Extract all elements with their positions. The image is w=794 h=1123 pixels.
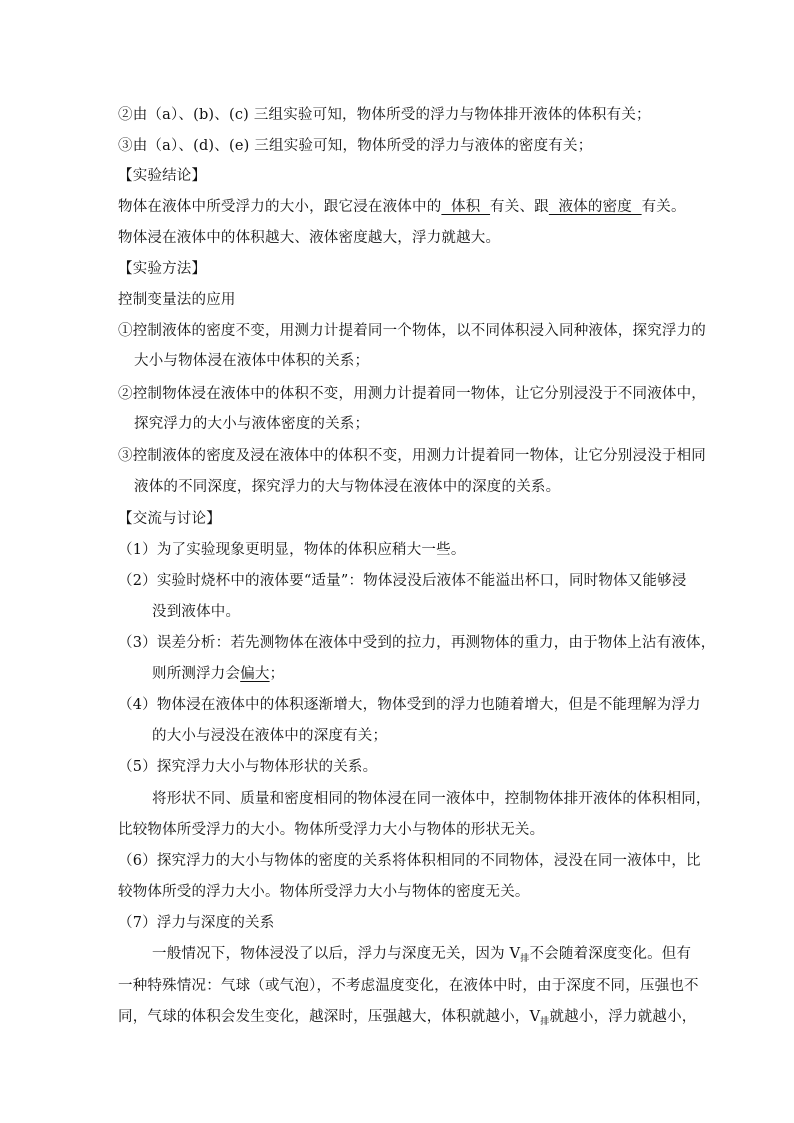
text-span: 则所测浮力会 — [152, 666, 241, 682]
list-item: （2）实验时烧杯中的液体要“适量”：物体浸没后液体不能溢出杯口，同时物体又能够浸 — [118, 573, 687, 589]
answer-larger: 偏大 — [240, 666, 270, 682]
text-line: ②控制物体浸在液体中的体积不变，用测力计提着同一物体，让它分别浸没于不同液体中， — [118, 386, 706, 402]
section-heading-method: 【实验方法】 — [118, 261, 207, 277]
text-line: 一种特殊情况：气球（或气泡），不考虑温度变化，在液体中时，由于深度不同，压强也不 — [118, 978, 699, 994]
text-line: 控制变量法的应用 — [118, 292, 236, 308]
text-line — [118, 197, 686, 217]
text-line: 较物体所受的浮力大小。物体所受浮力大小与物体的密度无关。 — [118, 884, 530, 900]
text-span: 物体在液体中所受浮力的大小，跟它浸在液体中的 — [118, 199, 442, 215]
text-span: 不会随着深度变化。但有 — [529, 946, 692, 962]
list-item: （3）误差分析：若先测物体在液体中受到的拉力，再测物体的重力，由于物体上沾有液体， — [118, 635, 716, 651]
text-span: 就越小，浮力就越小， — [549, 1009, 697, 1025]
text-line — [152, 944, 691, 969]
section-heading-discussion: 【交流与讨论】 — [118, 511, 221, 527]
list-item: （5）探究浮力大小与物体形状的关系。 — [118, 759, 378, 775]
text-line: 将形状不同、质量和密度相同的物体浸在同一液体中，控制物体排开液体的体积相同， — [152, 791, 711, 807]
list-item: （1）为了实验现象更明显，物体的体积应稍大一些。 — [118, 542, 466, 558]
text-line — [118, 1007, 696, 1032]
text-line: 的大小与浸没在液体中的深度有关； — [152, 728, 388, 744]
list-item: （4）物体浸在液体中的体积逐渐增大，物体受到的浮力也随着增大，但是不能理解为浮力 — [118, 697, 701, 713]
text-line: 大小与物体浸在液体中体积的关系； — [134, 353, 370, 369]
text-line — [152, 664, 284, 684]
answer-volume: 体积 — [441, 199, 491, 215]
list-item: （7）浮力与深度的关系 — [118, 915, 275, 931]
subscript: 排 — [520, 954, 530, 964]
text-span: 同，气球的体积会发生变化，越深时，压强越大，体积就越小，V — [118, 1009, 541, 1025]
text-line: ①控制液体的密度不变，用测力计提着同一个物体，以不同体积浸入同种液体，探究浮力的 — [118, 323, 706, 339]
text-line: ③由（a）、(d)、(e) 三组实验可知，物体所受的浮力与液体的密度有关； — [118, 138, 593, 154]
text-span: 有关。 — [641, 199, 686, 215]
text-line: 物体浸在液体中的体积越大、液体密度越大，浮力就越大。 — [118, 230, 501, 246]
text-line: ③控制液体的密度及浸在液体中的体积不变，用测力计提着同一物体，让它分别浸没于相同 — [118, 448, 706, 464]
list-item: （6）探究浮力的大小与物体的密度的关系将体积相同的不同物体，浸没在同一液体中，比 — [118, 853, 701, 869]
text-line: 探究浮力的大小与液体密度的关系； — [134, 416, 370, 432]
answer-density: 液体的密度 — [548, 199, 642, 215]
text-span: 有关、跟 — [490, 199, 549, 215]
text-span: ； — [269, 666, 285, 682]
text-line: ②由（a）、(b)、(c) 三组实验可知，物体所受的浮力与物体排开液体的体积有关； — [118, 107, 651, 123]
text-span: 一般情况下，物体浸没了以后，浮力与深度无关，因为 V — [152, 946, 521, 962]
section-heading-conclusion: 【实验结论】 — [118, 168, 207, 184]
text-line: 液体的不同深度，探究浮力的大与物体浸在液体中的深度的关系。 — [134, 479, 561, 495]
text-line: 没到液体中。 — [152, 604, 241, 620]
text-line: 比较物体所受浮力的大小。物体所受浮力大小与物体的形状无关。 — [118, 822, 545, 838]
subscript: 排 — [540, 1017, 550, 1027]
